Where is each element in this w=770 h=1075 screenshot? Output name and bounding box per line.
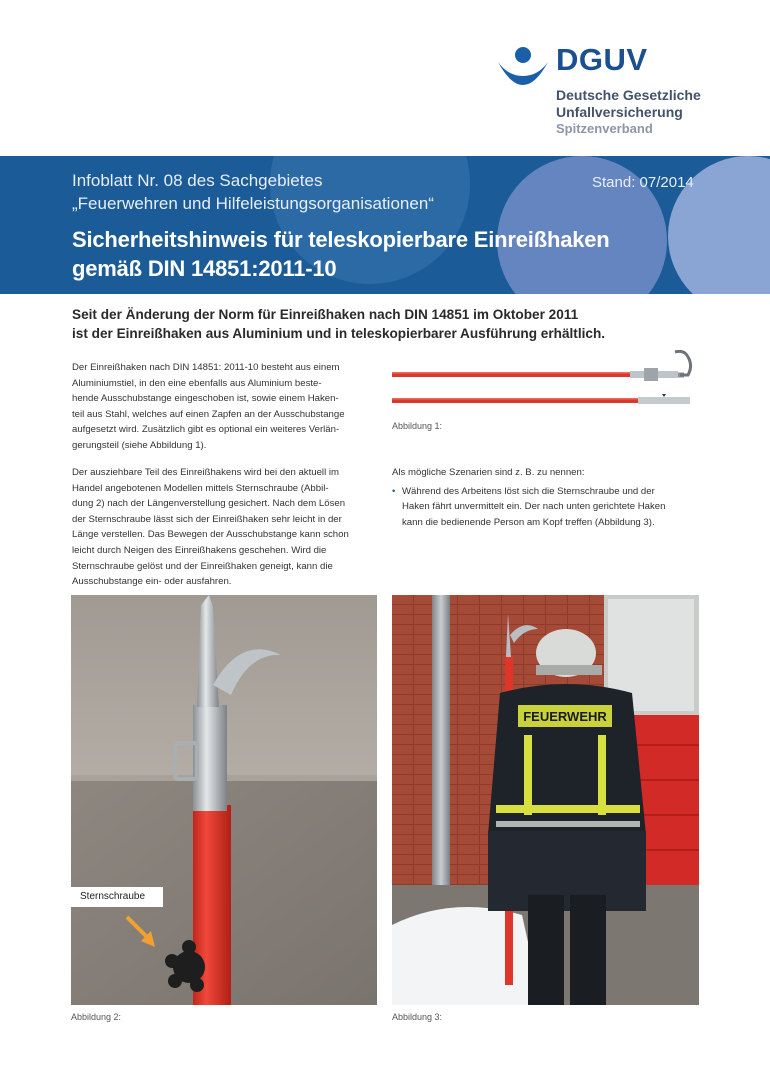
- figure-2-caption: Abbildung 2:: [71, 1012, 122, 1022]
- paragraph-construction: [72, 360, 382, 454]
- text-line: Sternschraube gelöst und der Einreißhaken geneigt, kann die: [72, 560, 333, 572]
- figure-2-photo-sternschraube: [71, 595, 377, 1005]
- bullet-icon: •: [392, 485, 396, 497]
- page-title-line-1: Sicherheitshinweis für teleskopierbare Einreißhaken: [72, 227, 610, 252]
- text-line: teil aus Stahl, welches auf einen Zapfen an der Ausschubstange: [72, 408, 345, 420]
- figure-1-caption: Abbildung 1:: [392, 421, 443, 431]
- text-line: Während des Arbeitens löst sich die Sternschraube und der: [402, 485, 655, 497]
- infoblatt-number: Infoblatt Nr. 08 des Sachgebietes: [72, 171, 323, 190]
- lead-line: ist der Einreißhaken aus Aluminium und in teleskopierbarer Ausführung erhältlich.: [72, 326, 606, 341]
- scenarios-section: [392, 465, 712, 530]
- scenario-bullet-item: [392, 484, 712, 531]
- jacket-lettering: FEUERWEHR: [523, 709, 607, 724]
- firefighter-illustration: [392, 595, 699, 1005]
- figure-3-caption: Abbildung 3:: [392, 1012, 443, 1022]
- text-line: Der ausziehbare Teil des Einreißhakens wird bei den aktuell im: [72, 467, 339, 478]
- text-line: hende Ausschubstange eingeschoben ist, sowie einem Haken-: [72, 393, 339, 405]
- lead-paragraph: [72, 305, 712, 343]
- page-title-line-2: gemäß DIN 14851:2011-10: [72, 256, 337, 281]
- logo-wordmark: DGUV: [556, 42, 648, 77]
- figure-3-photo-firefighter: [392, 595, 699, 1005]
- text-line: der Sternschraube lässt sich der Einreißhaken sehr leicht in der: [72, 513, 342, 525]
- text-line: Länge verstellen. Das Bewegen der Ausschubstange kann schon: [72, 529, 349, 541]
- text-line: Haken fährt unvermittelt ein. Der nach unten gerichtete Haken: [402, 501, 666, 513]
- text-line: Aluminiumstiel, in den eine ebenfalls aus Aluminium beste-: [72, 377, 322, 389]
- header-banner: [0, 156, 770, 294]
- dguv-logo-mark-icon: [496, 46, 550, 90]
- scenarios-intro: Als mögliche Szenarien sind z. B. zu nennen:: [392, 467, 585, 478]
- text-line: gerungsteil (siehe Abbildung 1).: [72, 439, 207, 451]
- text-line: kann die bedienende Person am Kopf treffen (Abbildung 3).: [402, 516, 655, 528]
- logo-line-3: Spitzenverband: [556, 121, 653, 136]
- sachgebiet-name: „Feuerwehren und Hilfeleistungsorganisationen“: [72, 194, 434, 213]
- dguv-logo: [496, 44, 736, 144]
- stand-date: Stand: 07/2014: [592, 174, 694, 191]
- text-line: Ausschubstange ein- oder ausfahren.: [72, 576, 232, 588]
- lead-line: Seit der Änderung der Norm für Einreißhaken nach DIN 14851 im Oktober 2011: [72, 307, 579, 322]
- text-line: dung 2) nach der Längenverstellung gesichert. Nach dem Lösen: [72, 498, 346, 510]
- sternschraube-label: Sternschraube: [71, 887, 163, 907]
- text-line: Der Einreißhaken nach DIN 14851: 2011-10 besteht aus einem: [72, 362, 340, 373]
- text-line: leicht durch Neigen des Einreißhakens geschehen. Wird die: [72, 544, 327, 556]
- hook-closeup-illustration: [71, 595, 377, 1005]
- text-line: Handel angebotenen Modellen mittels Sternschraube (Abbil-: [72, 482, 329, 494]
- paragraph-sternschraube: [72, 465, 382, 590]
- logo-line-2: Unfallversicherung: [556, 104, 683, 120]
- text-line: aufgesetzt wird. Zusätzlich gibt es optional ein weiteres Verlän-: [72, 424, 340, 436]
- telescopic-hook-drawing: [392, 350, 698, 410]
- figure-1-hook-parts: [392, 350, 698, 410]
- logo-line-1: Deutsche Gesetzliche: [556, 87, 701, 103]
